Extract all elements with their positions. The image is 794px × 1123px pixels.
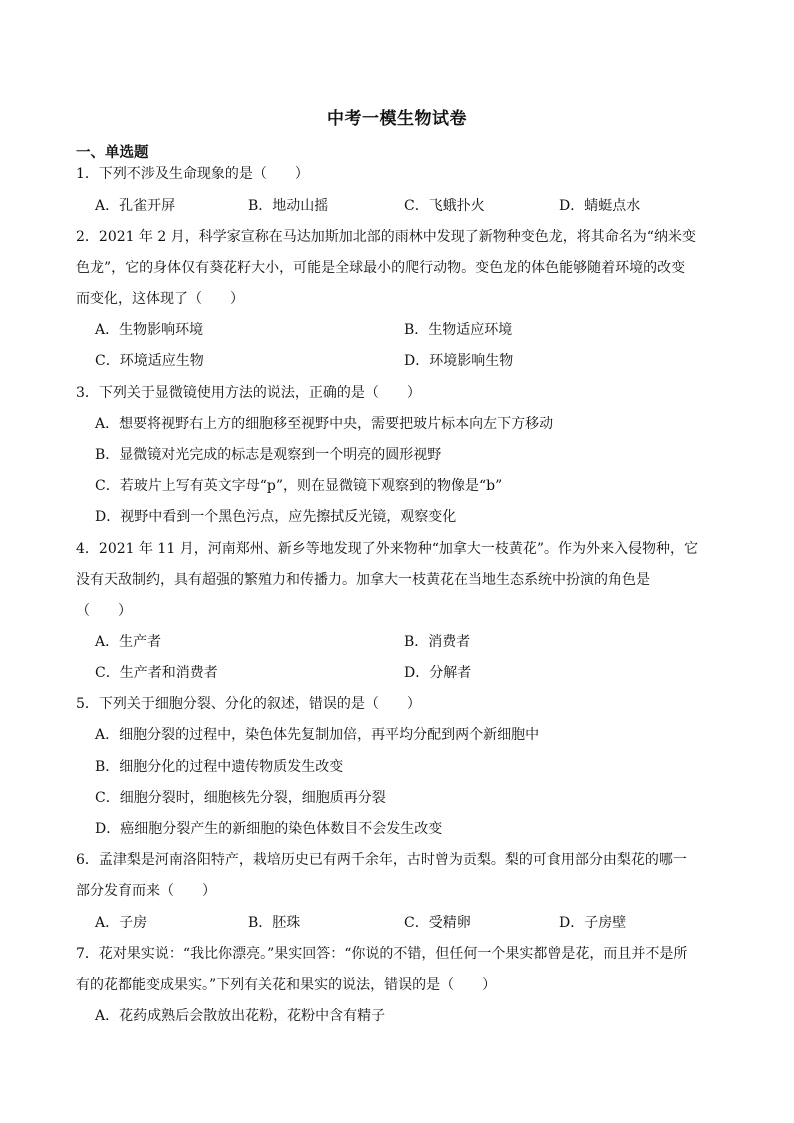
question-3-line-1: 3．下列关于显微镜使用方法的说法，正确的是（ ） bbox=[76, 385, 421, 401]
question-6-line-2: 部分发育而来（ ） bbox=[76, 883, 216, 899]
question-6-option-b: B．胚珠 bbox=[248, 915, 301, 931]
question-2-option-c: C．环境适应生物 bbox=[95, 353, 204, 369]
question-6-line-1: 6．孟津梨是河南洛阳特产，栽培历史已有两千余年，古时曾为贡梨。梨的可食用部分由梨花的哪一 bbox=[76, 852, 687, 868]
section-heading: 一、单选题 bbox=[76, 145, 149, 161]
question-7-option-a: A．花药成熟后会散放出花粉，花粉中含有精子 bbox=[95, 1008, 386, 1024]
question-4-option-c: C．生产者和消费者 bbox=[95, 665, 218, 681]
question-7-line-1: 7．花对果实说：“我比你漂亮。”果实回答：“你说的不错，但任何一个果实都曾是花，而且并不是所 bbox=[76, 946, 688, 962]
question-1-option-b: B．地动山摇 bbox=[248, 198, 329, 214]
question-2-line-1: 2．2021 年 2 月，科学家宣称在马达加斯加北部的雨林中发现了新物种变色龙，将其命名为“纳米变 bbox=[76, 229, 696, 245]
question-3-option-b: B．显微镜对光完成的标志是观察到一个明亮的圆形视野 bbox=[95, 447, 442, 463]
question-1-line-1: 1．下列不涉及生命现象的是（ ） bbox=[76, 166, 309, 182]
question-2-line-2: 色龙”，它的身体仅有葵花籽大小，可能是全球最小的爬行动物。变色龙的体色能够随着环境的改变 bbox=[76, 260, 686, 276]
question-4-option-d: D．分解者 bbox=[404, 665, 472, 681]
question-3-option-d: D．视野中看到一个黑色污点，应先擦拭反光镜，观察变化 bbox=[95, 509, 457, 525]
question-1-option-a: A．孔雀开屏 bbox=[95, 198, 176, 214]
question-1-option-c: C．飞蛾扑火 bbox=[404, 198, 485, 214]
question-3-option-c: C．若玻片上写有英文字母“p”，则在显微镜下观察到的物像是“b” bbox=[95, 478, 503, 494]
question-2-option-b: B．生物适应环境 bbox=[404, 322, 513, 338]
question-2-option-d: D．环境影响生物 bbox=[404, 353, 514, 369]
question-5-option-b: B．细胞分化的过程中遗传物质发生改变 bbox=[95, 759, 344, 775]
question-6-option-d: D．子房壁 bbox=[559, 915, 627, 931]
question-7-line-2: 有的花都能变成果实。”下列有关花和果实的说法，错误的是（ ） bbox=[76, 977, 497, 993]
question-6-option-a: A．子房 bbox=[95, 915, 148, 931]
question-5-line-1: 5．下列关于细胞分裂、分化的叙述，错误的是（ ） bbox=[76, 696, 421, 712]
question-4-line-2: 没有天敌制约，具有超强的繁殖力和传播力。加拿大一枝黄花在当地生态系统中扮演的角色是 bbox=[76, 572, 650, 588]
question-1-option-d: D．蜻蜓点水 bbox=[559, 198, 641, 214]
question-4-option-a: A．生产者 bbox=[95, 634, 162, 650]
question-6-option-c: C．受精卵 bbox=[404, 915, 471, 931]
question-5-option-d: D．癌细胞分裂产生的新细胞的染色体数目不会发生改变 bbox=[95, 821, 443, 837]
question-4-line-1: 4．2021 年 11 月，河南郑州、新乡等地发现了外来物种“加拿大一枝黄花”。作为外来入侵物种，它 bbox=[76, 541, 699, 557]
question-4-line-3: （ ） bbox=[76, 603, 132, 619]
question-2-line-3: 而变化，这体现了（ ） bbox=[76, 291, 244, 307]
question-2-option-a: A．生物影响环境 bbox=[95, 322, 204, 338]
question-3-option-a: A．想要将视野右上方的细胞移至视野中央，需要把玻片标本向左下方移动 bbox=[95, 416, 554, 432]
question-5-option-a: A．细胞分裂的过程中，染色体先复制加倍，再平均分配到两个新细胞中 bbox=[95, 727, 540, 743]
question-5-option-c: C．细胞分裂时，细胞核先分裂，细胞质再分裂 bbox=[95, 790, 386, 806]
exam-title: 中考一模生物试卷 bbox=[327, 109, 467, 129]
question-4-option-b: B．消费者 bbox=[404, 634, 471, 650]
